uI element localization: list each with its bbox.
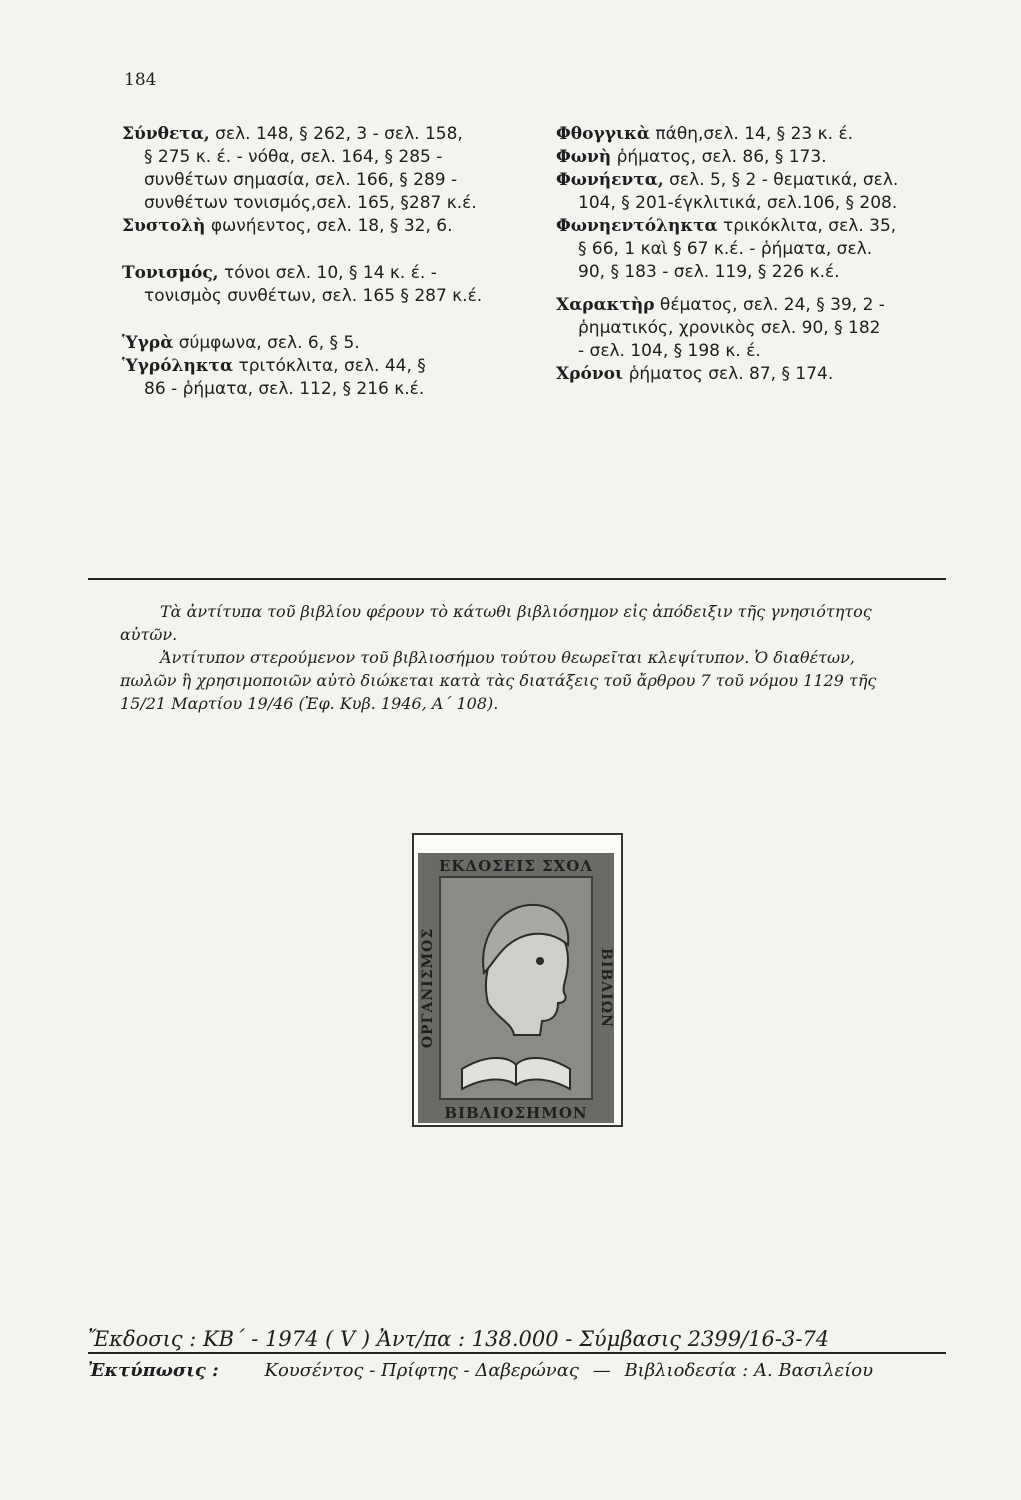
entry-text: σύμφωνα, σελ. 6, § 5. [178, 333, 360, 353]
notice-paragraph: Τὰ ἀντίτυπα τοῦ βιβλίου φέρουν τὸ κάτωθι βιβλιόσημον εἰς ἀπόδειξιν τῆς γνησιότητος αὐτῶν. [120, 602, 872, 644]
entry-text: ῥηματικός, χρονικὸς σελ. 90, § 182 [578, 318, 881, 338]
index-entry [122, 355, 542, 401]
edition-line: Ἔκδοσις : ΚΒ΄ - 1974 ( V ) Ἀντ/πα : 138.000 - Σύμβασις 2399/16-3-74 [88, 1327, 830, 1351]
entry-head: Φωνήεντα, [556, 170, 664, 190]
entry-text: ῥήματος, σελ. 86, § 173. [616, 147, 827, 167]
entry-text: τόνοι σελ. 10, § 14 κ. έ. - [224, 263, 437, 283]
stamp-bottom-text: ΒΙΒΛΙΟΣΗΜΟΝ [444, 1104, 588, 1122]
page-number: 184 [124, 70, 157, 90]
section-divider [88, 578, 946, 580]
entry-text: τριτόκλιτα, σελ. 44, § [238, 356, 426, 376]
entry-head: Χρόνοι [556, 364, 624, 384]
entry-head: Φθογγικὰ [556, 124, 650, 144]
entry-text: § 66, 1 καὶ § 67 κ.έ. - ῥήματα, σελ. [578, 239, 873, 259]
entry-text: § 275 κ. έ. - νόθα, σελ. 164, § 285 - [144, 147, 443, 167]
entry-text: τονισμὸς συνθέτων, σελ. 165 § 287 κ.έ. [144, 286, 483, 306]
printer-line: Ἐκτύπωσις : Κουσέντος - Πρίφτης - Δαβερώνας — Βιβλιοδεσία : Α. Βασιλείου [88, 1360, 874, 1381]
entry-head: Συστολὴ [122, 216, 206, 236]
index-entry [556, 123, 986, 146]
stamp-right-text: ΒΙΒΛΙΩΝ [598, 948, 614, 1028]
entry-text: συνθέτων τονισμός,σελ. 165, §287 κ.έ. [144, 193, 477, 213]
index-entry [556, 294, 986, 363]
entry-text: 86 - ῥήματα, σελ. 112, § 216 κ.έ. [144, 379, 425, 399]
entry-text: σελ. 5, § 2 - θεματικά, σελ. [669, 170, 899, 190]
index-entry [556, 215, 986, 284]
entry-text: - σελ. 104, § 198 κ. έ. [578, 341, 761, 361]
entry-head: Ὑγρὰ [122, 333, 174, 353]
entry-head: Σύνθετα, [122, 124, 210, 144]
entry-text: 104, § 201-έγκλιτικά, σελ.106, § 208. [578, 193, 898, 213]
index-left-column [122, 123, 542, 401]
index-entry [122, 332, 542, 355]
index-entry [122, 262, 542, 308]
footer-rule [88, 1352, 946, 1354]
entry-head: Ὑγρόληκτα [122, 356, 234, 376]
entry-text: σελ. 148, § 262, 3 - σελ. 158, [215, 124, 463, 144]
entry-head: Φωνὴ [556, 147, 612, 167]
printer-names: Κουσέντος - Πρίφτης - Δαβερώνας [264, 1360, 579, 1381]
entry-text: τρικόκλιτα, σελ. 35, [723, 216, 897, 236]
book-stamp-image [418, 853, 614, 1123]
entry-text: θέματος, σελ. 24, § 39, 2 - [659, 295, 885, 315]
entry-head: Χαρακτὴρ [556, 295, 655, 315]
printer-label: Ἐκτύπωσις : [88, 1360, 219, 1381]
index-entry [556, 169, 986, 215]
stamp-left-text: ΟΡΓΑΝΙΣΜΟΣ [420, 927, 436, 1049]
stamp-top-text: ΕΚΔΟΣΕΙΣ ΣΧΟΛ [438, 857, 594, 875]
entry-text: πάθη,σελ. 14, § 23 κ. έ. [655, 124, 854, 144]
entry-text: φωνήεντος, σελ. 18, § 32, 6. [210, 216, 453, 236]
notice-paragraph: Ἀντίτυπον στερούμενον τοῦ βιβλιοσήμου τούτου θεωρεῖται κλεψίτυπον. Ὁ διαθέτων, πωλῶν ἢ χρησιμοποιῶν αὐτὸ διώκεται κατὰ τὰς διατάξεις τοῦ ἄρθρου 7 τοῦ νόμου 1129 τῆς 15/21 Μαρτίου 19/46 (Ἐφ. Κυβ. 1946, Α΄ 108). [120, 648, 877, 713]
index-entry [122, 123, 542, 215]
binding-info: Βιβλιοδεσία : Α. Βασιλείου [624, 1360, 874, 1381]
index-entry [556, 363, 986, 386]
index-right-column [556, 123, 986, 386]
entry-text: ῥήματος σελ. 87, § 174. [628, 364, 834, 384]
index-entry [122, 215, 542, 238]
entry-head: Φωνηεντόληκτα [556, 216, 718, 236]
entry-text: συνθέτων σημασία, σελ. 166, § 289 - [144, 170, 458, 190]
entry-text: 90, § 183 - σελ. 119, § 226 κ.έ. [578, 262, 840, 282]
counterfeit-notice [120, 600, 880, 715]
entry-head: Τονισμός, [122, 263, 219, 283]
index-entry [556, 146, 986, 169]
